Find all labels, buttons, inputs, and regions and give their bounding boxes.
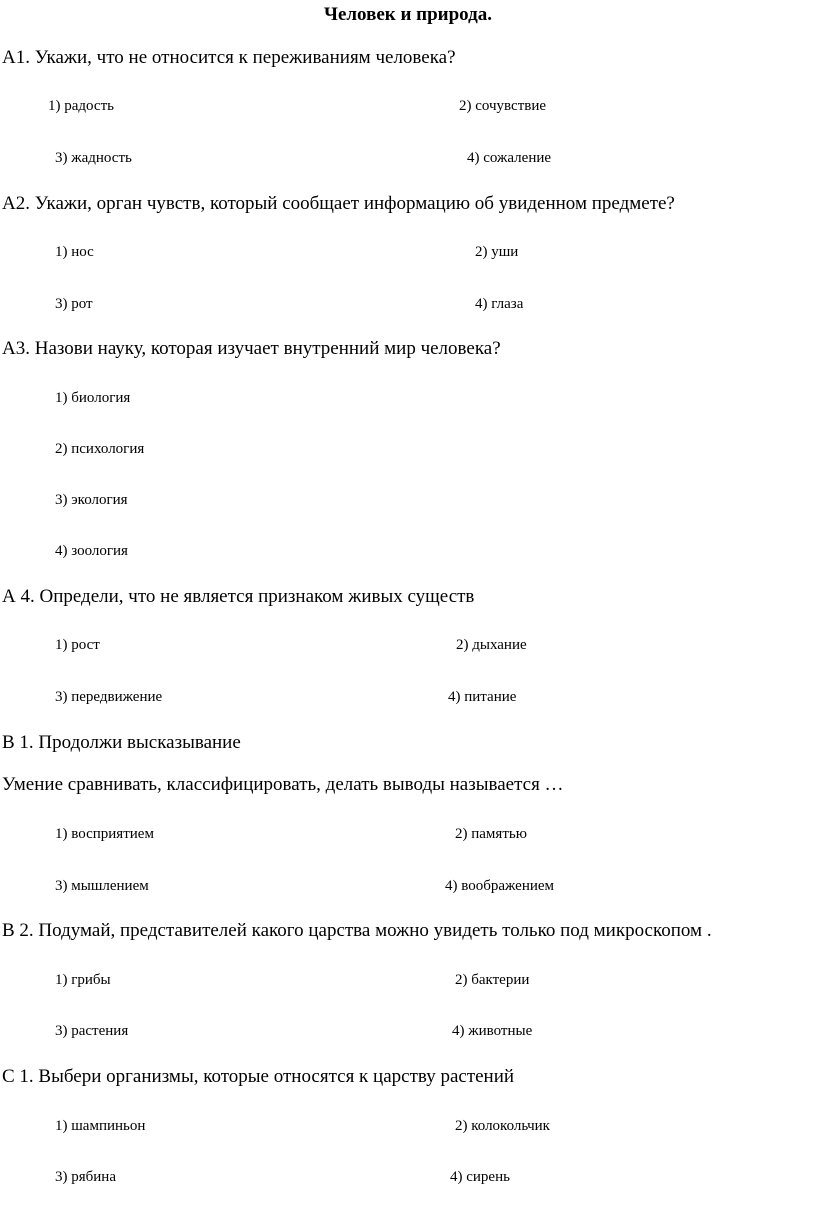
question-a1: А1. Укажи, что не относится к переживаниям человека? [2,47,456,68]
option-b2-3: 3) растения [55,1023,129,1039]
option-a3-2: 2) психология [55,441,145,457]
option-b2-4: 4) животные [452,1023,533,1039]
option-a4-3: 3) передвижение [55,689,163,705]
option-b2-1: 1) грибы [55,972,111,988]
option-c1-3: 3) рябина [55,1169,116,1185]
option-b1-3: 3) мышлением [55,878,149,894]
option-a2-4: 4) глаза [475,296,524,312]
option-c1-2: 2) колокольчик [455,1118,550,1134]
option-a1-4: 4) сожаление [467,150,552,166]
question-a4: А 4. Определи, что не является признаком живых существ [2,586,475,607]
option-a2-2: 2) уши [475,244,519,260]
option-b1-4: 4) воображением [445,878,555,894]
option-c1-4: 4) сирень [450,1169,510,1185]
question-c1: С 1. Выбери организмы, которые относятся к царству растений [2,1066,515,1087]
option-a4-1: 1) рост [55,637,100,653]
option-b1-1: 1) восприятием [55,826,154,842]
question-a3: А3. Назови науку, которая изучает внутренний мир человека? [2,338,501,359]
option-a3-4: 4) зоология [55,543,128,559]
question-b2: В 2. Подумай, представителей какого царства можно увидеть только под микроскопом . [2,920,712,941]
question-b1-statement: Умение сравнивать, классифицировать, делать выводы называется … [2,774,564,795]
option-a4-2: 2) дыхание [456,637,527,653]
option-a1-2: 2) сочувствие [459,98,547,114]
option-c1-1: 1) шампиньон [55,1118,146,1134]
question-a2: А2. Укажи, орган чувств, который сообщает информацию об увиденном предмете? [2,193,675,214]
option-a3-3: 3) экология [55,492,128,508]
option-a2-3: 3) рот [55,296,93,312]
option-a3-1: 1) биология [55,390,131,406]
document-title: Человек и природа. [324,4,492,25]
option-a4-4: 4) питание [448,689,517,705]
option-a2-1: 1) нос [55,244,94,260]
question-b1: В 1. Продолжи высказывание [2,732,241,753]
option-a1-1: 1) радость [48,98,114,114]
option-b2-2: 2) бактерии [455,972,530,988]
option-b1-2: 2) памятью [455,826,527,842]
option-a1-3: 3) жадность [55,150,132,166]
